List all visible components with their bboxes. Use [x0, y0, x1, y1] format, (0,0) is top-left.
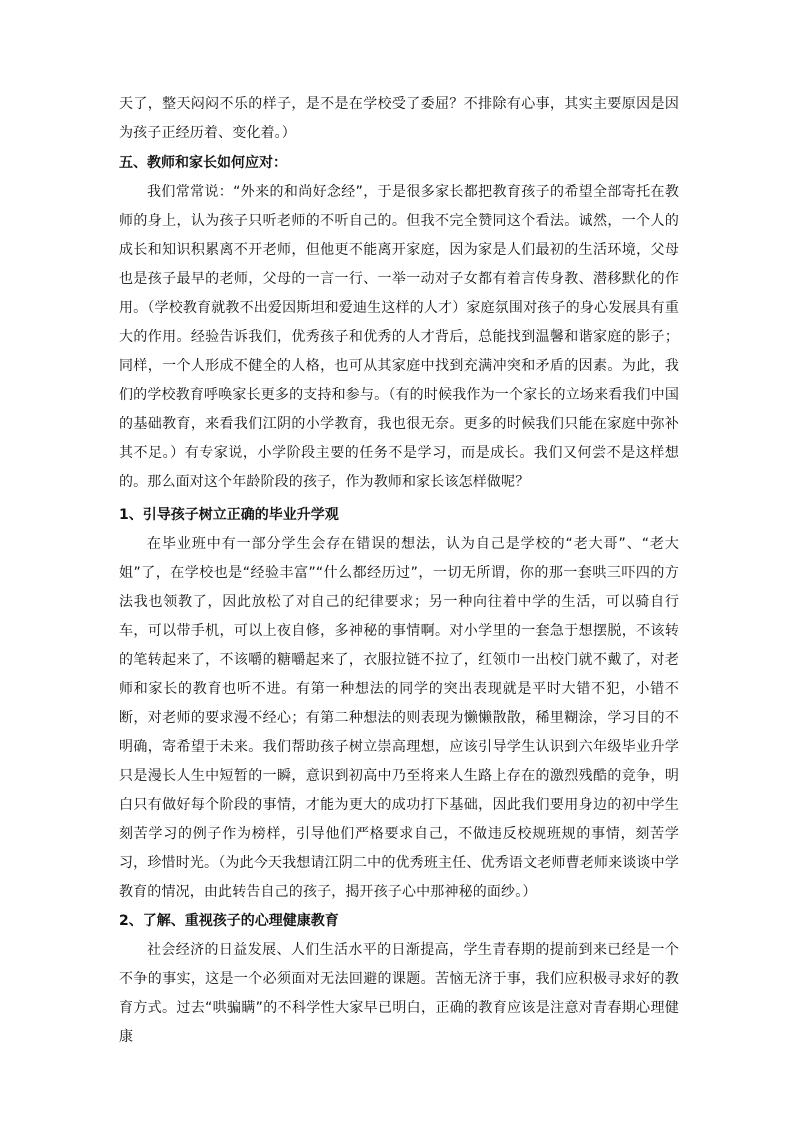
paragraph-teachers-parents: 我们常常说：“外来的和尚好念经”，于是很多家长都把教育孩子的希望全部寄托在教师的身上，认为孩子只听老师的不听自己的。但我不完全赞同这个看法。诚然，一个人的成长和知识积累离不开老师，但他更不能离开家庭，因为家是人们最初的生活环境，父母也是孩子最早的老师，父母的一言一行、一举一动对子女都有着言传身教、潜移默化的作用。（学校教育就教不出爱因斯坦和爱迪生这样的人才）家庭氛围对孩子的身心发展具有重大的作用。经验告诉我们，优秀孩子和优秀的人才背后，总能找到温馨和谐家庭的影子；同样，一个人形成不健全的人格，也可从其家庭中找到充满冲突和矛盾的因素。为此，我们的学校教育呼唤家长更多的支持和参与。（有的时候我作为一个家长的立场来看我们中国的基础教育，来看我们江阴的小学教育，我也很无奈。更多的时候我们只能在家庭中弥补其不足。）有专家说，小学阶段主要的任务不是学习，而是成长。我们又何尝不是这样想的。那么面对这个年龄阶段的孩子，作为教师和家长该怎样做呢？ — [119, 184, 679, 490]
intro-paragraph: 天了，整天闷闷不乐的样子，是不是在学校受了委屈？不排除有心事，其实主要原因是因为孩子正经历着、变化着。） — [119, 96, 679, 141]
subheading-1: 1、引导孩子树立正确的毕业升学观 — [119, 507, 339, 523]
document-page — [119, 90, 679, 1052]
paragraph-mental-health: 社会经济的日益发展、人们生活水平的日渐提高，学生青春期的提前到来已经是一个不争的事实，这是一个必须面对无法回避的课题。苦恼无济于事，我们应积极寻求好的教育方式。过去“哄骗瞒”的不科学性大家早已明白，正确的教育应该是注意对青春期心理健康 — [119, 942, 679, 1045]
subheading-2: 2、了解、重视孩子的心理健康教育 — [119, 913, 339, 929]
paragraph-graduation-view: 在毕业班中有一部分学生会存在错误的想法，认为自己是学校的“老大哥”、“老大姐”了，在学校也是“经验丰富”“什么都经历过”，一切无所谓，你的那一套哄三吓四的方法我也领教了，因此放松了对自己的纪律要求；另一种向往着中学的生活，可以骑自行车，可以带手机，可以上夜自修，多神秘的事情啊。对小学里的一套急于想摆脱，不该转的笔转起来了，不该嚼的糖嚼起来了，衣服拉链不拉了，红领巾一出校门就不戴了，对老师和家长的教育也听不进。有第一种想法的同学的突出表现就是平时大错不犯，小错不断，对老师的要求漫不经心；有第二种想法的则表现为懒懒散散，稀里糊涂，学习目的不明确，寄希望于未来。我们帮助孩子树立崇高理想，应该引导学生认识到六年级毕业升学只是漫长人生中短暂的一瞬，意识到初高中乃至将来人生路上存在的激烈残酷的竞争，明白只有做好每个阶段的事情，才能为更大的成功打下基础，因此我们要用身边的初中学生刻苦学习的例子作为榜样，引导他们严格要求自己，不做违反校规班规的事情，刻苦学习，珍惜时光。（为此今天我想请江阴二中的优秀班主任、优秀语文老师曹老师来谈谈中学教育的情况，由此转告自己的孩子，揭开孩子心中那神秘的面纱。） — [119, 536, 679, 900]
section-heading-5: 五、教师和家长如何应对： — [119, 155, 287, 171]
